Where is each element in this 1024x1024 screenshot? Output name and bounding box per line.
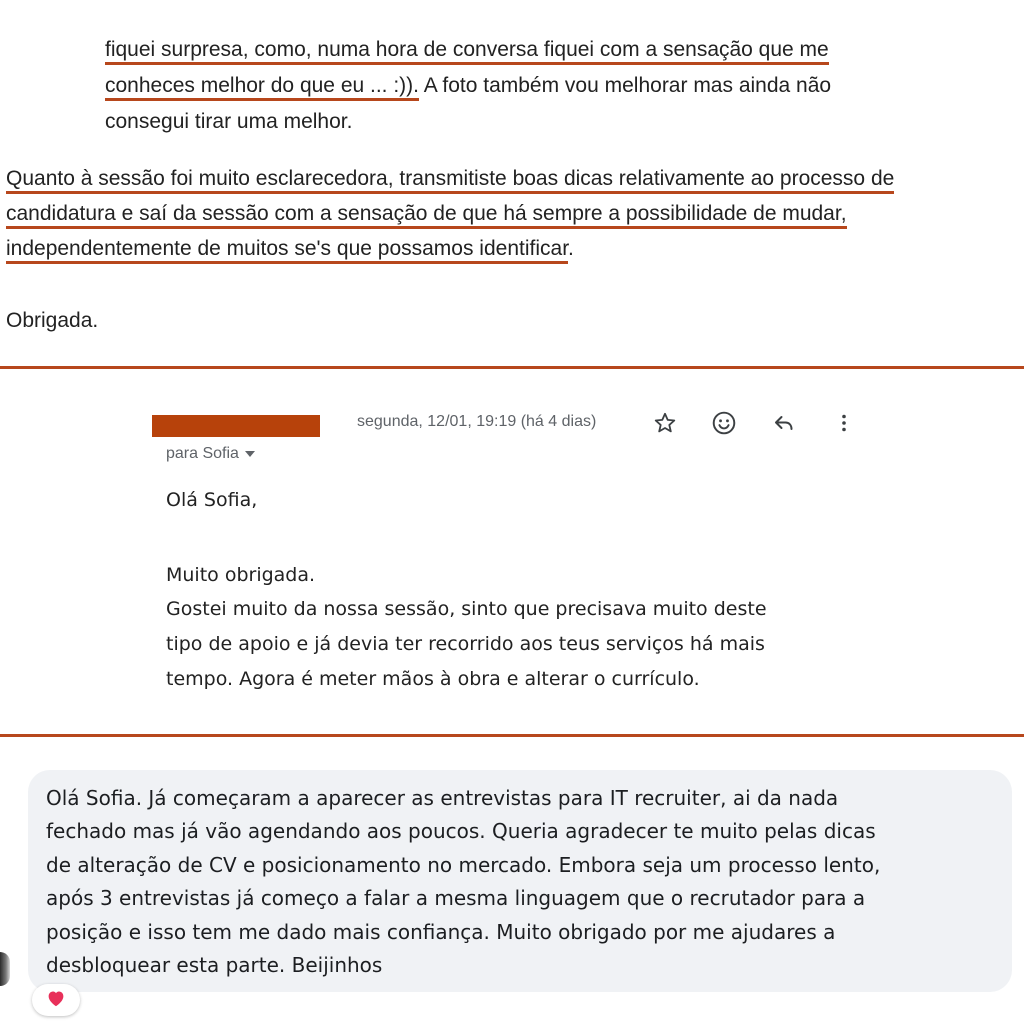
underlined-text: independentemente de muitos se's que possamos identificar	[6, 237, 568, 264]
more-vert-icon[interactable]	[830, 409, 858, 437]
plain-text: .	[568, 237, 574, 260]
underlined-text: fiquei surpresa, como, numa hora de conversa fiquei com a sensação que me	[105, 38, 829, 65]
underlined-text: conheces melhor do que eu ... :)).	[105, 74, 419, 101]
section-divider	[0, 734, 1024, 737]
recipient-line	[166, 445, 255, 463]
message-body-line: tipo de apoio e já devia ter recorrido aos teus serviços há mais	[166, 633, 765, 655]
message-body-line: Muito obrigada.	[166, 564, 316, 586]
section-divider	[0, 366, 1024, 369]
message-greeting: Olá Sofia,	[166, 489, 258, 511]
excerpt-line-3	[105, 107, 352, 137]
chat-line: posição e isso tem me dado mais confiança. Muito obrigado por me ajudares a	[46, 920, 836, 944]
excerpt-closing	[6, 306, 98, 336]
email-message	[0, 371, 1024, 733]
excerpt-line-5	[6, 199, 847, 229]
message-date: segunda, 12/01, 19:19 (há 4 dias)	[357, 413, 597, 430]
underlined-text: Quanto à sessão foi muito esclarecedora, transmitiste boas dicas relativamente ao processo de	[6, 167, 894, 194]
excerpt-line-4	[6, 164, 894, 194]
chat-line: fechado mas já vão agendando aos poucos. Queria agradecer te muito pelas dicas	[46, 819, 876, 843]
chat-line: Olá Sofia. Já começaram a aparecer as entrevistas para IT recruiter, ai da nada	[46, 786, 839, 810]
heart-icon	[46, 989, 66, 1012]
star-icon[interactable]	[651, 409, 679, 437]
excerpt-line-1	[105, 35, 829, 65]
chevron-down-icon[interactable]	[245, 451, 255, 457]
reaction-badge[interactable]	[32, 984, 80, 1016]
plain-text: A foto também vou melhorar mas ainda não	[419, 74, 832, 97]
redacted-sender	[152, 415, 320, 437]
message-body-line: Gostei muito da nossa sessão, sinto que precisava muito deste	[166, 598, 767, 620]
message-body-line: tempo. Agora é meter mãos à obra e alterar o currículo.	[166, 668, 700, 690]
chat-line: desbloquear esta parte. Beijinhos	[46, 953, 383, 977]
plain-text: Obrigada.	[6, 309, 99, 332]
emoji-icon[interactable]	[710, 409, 738, 437]
recipient-label: para Sofia	[166, 445, 239, 462]
underlined-text: candidatura e saí da sessão com a sensação de que há sempre a possibilidade de mudar,	[6, 202, 847, 229]
email-excerpt	[0, 0, 1024, 368]
chat-line: de alteração de CV e posicionamento no mercado. Embora seja um processo lento,	[46, 853, 881, 877]
plain-text: consegui tirar uma melhor.	[105, 110, 353, 133]
reply-icon[interactable]	[770, 409, 798, 437]
avatar	[0, 952, 10, 986]
excerpt-line-6	[6, 234, 574, 264]
chat-line: após 3 entrevistas já começo a falar a mesma linguagem que o recrutador para a	[46, 886, 866, 910]
excerpt-line-2	[105, 71, 831, 101]
